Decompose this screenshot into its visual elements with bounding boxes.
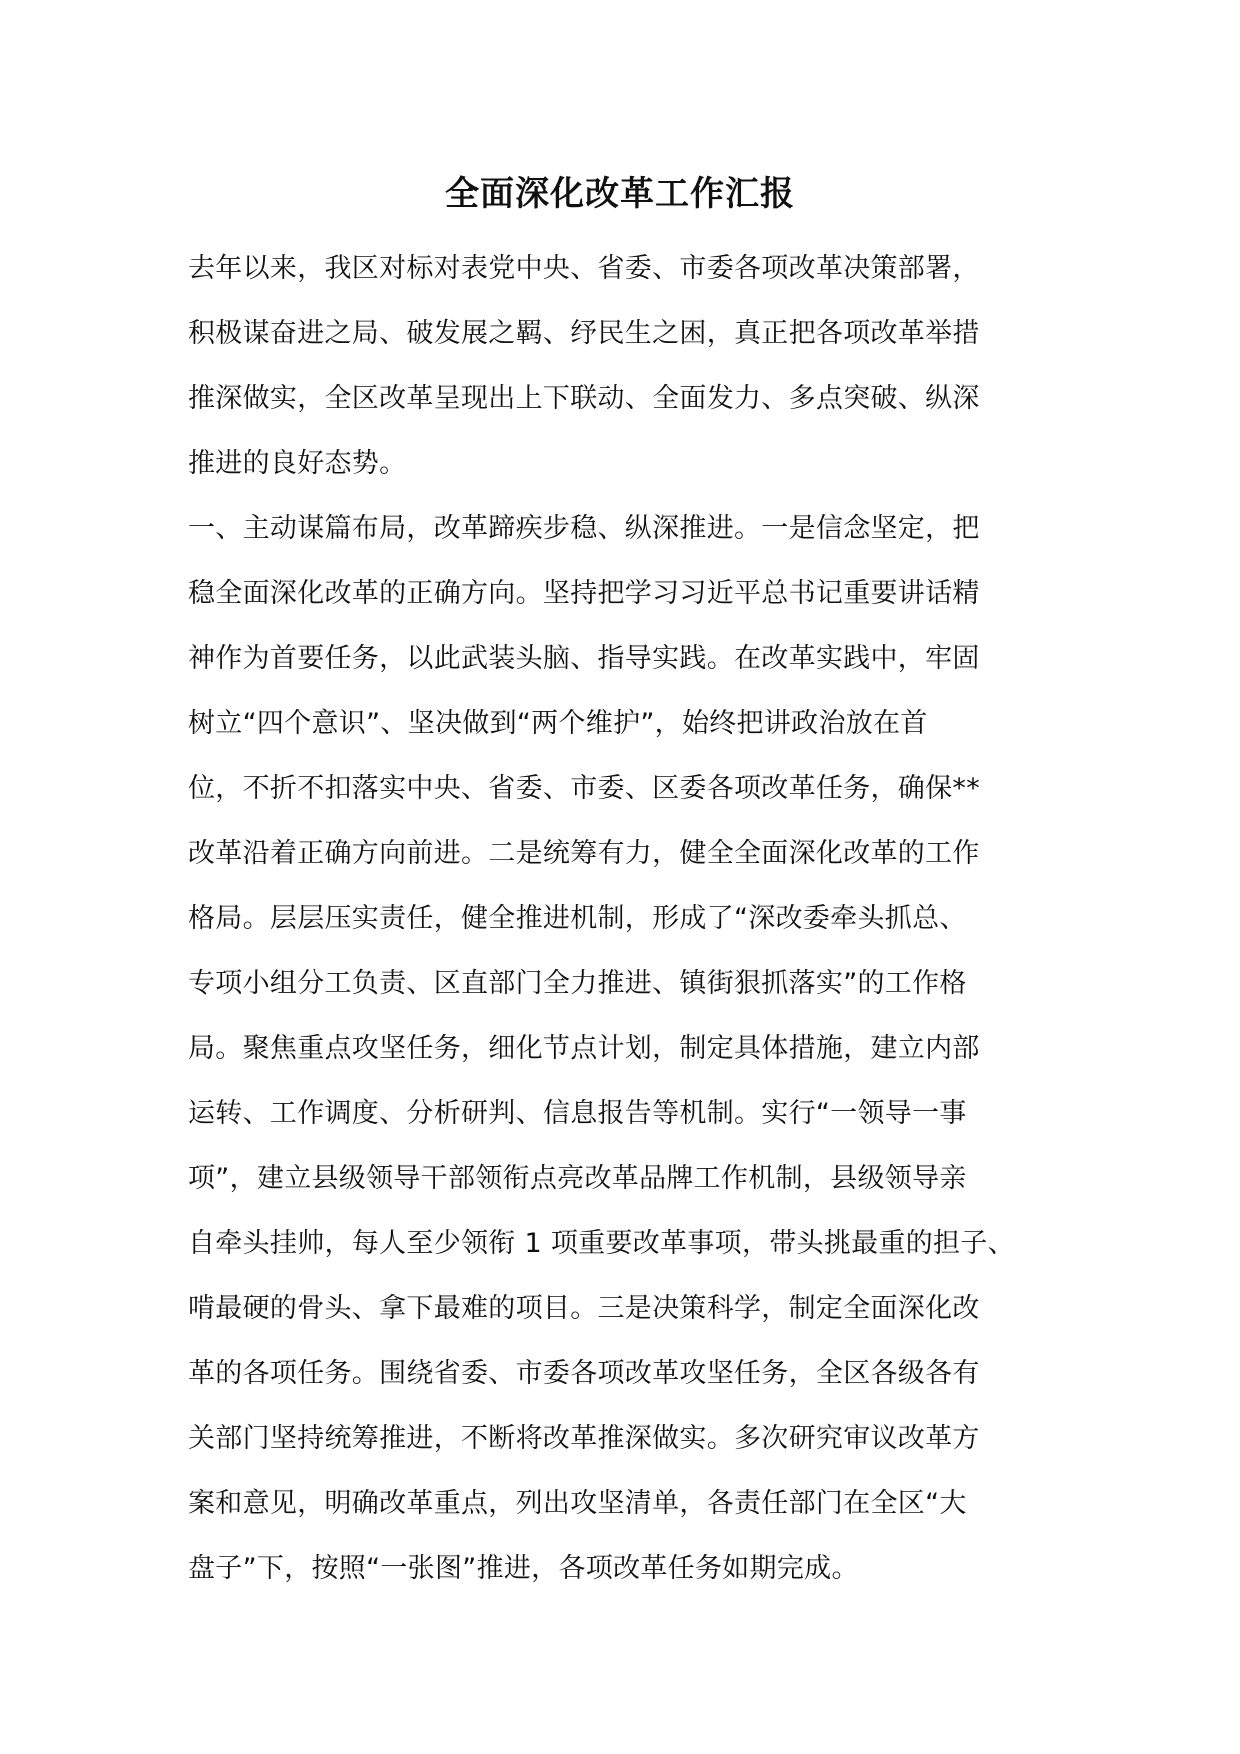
text-line: 格局。层层压实责任，健全推进机制，形成了“深改委牵头抓总、 <box>188 903 967 934</box>
text-line: 运转、工作调度、分析研判、信息报告等机制。实行“一领导一事 <box>188 1098 967 1129</box>
text-line: 局。聚焦重点攻坚任务，细化节点计划，制定具体措施，建立内部 <box>188 1033 980 1064</box>
paragraph-section-one <box>188 496 1088 1601</box>
text-line: 改革沿着正确方向前进。二是统筹有力，健全全面深化改革的工作 <box>188 838 980 869</box>
text-line: 盘子”下，按照“一张图”推进，各项改革任务如期完成。 <box>188 1553 859 1584</box>
text-line: 去年以来，我区对标对表党中央、省委、市委各项改革决策部署， <box>188 253 980 284</box>
document-body <box>188 236 1088 1601</box>
text-line: 项”，建立县级领导干部领衔点亮改革品牌工作机制，县级领导亲 <box>188 1163 967 1194</box>
text-line: 推进的良好态势。 <box>188 448 407 479</box>
text-line: 稳全面深化改革的正确方向。坚持把学习习近平总书记重要讲话精 <box>188 578 980 609</box>
text-line: 案和意见，明确改革重点，列出攻坚清单，各责任部门在全区“大 <box>188 1488 967 1519</box>
text-line: 树立“四个意识”、坚决做到“两个维护”，始终把讲政治放在首 <box>188 708 928 739</box>
text-line: 关部门坚持统筹推进，不断将改革推深做实。多次研究审议改革方 <box>188 1423 980 1454</box>
text-line: 推深做实，全区改革呈现出上下联动、全面发力、多点突破、纵深 <box>188 383 980 414</box>
document-title: 全面深化改革工作汇报 <box>445 174 795 214</box>
text-line: 一、主动谋篇布局，改革蹄疾步稳、纵深推进。一是信念坚定，把 <box>188 513 980 544</box>
text-line: 自牵头挂帅，每人至少领衔 1 项重要改革事项，带头挑最重的担子、 <box>188 1228 1015 1259</box>
paragraph-intro <box>188 236 1088 496</box>
text-line: 啃最硬的骨头、拿下最难的项目。三是决策科学，制定全面深化改 <box>188 1293 980 1324</box>
text-line: 神作为首要任务，以此武装头脑、指导实践。在改革实践中，牢固 <box>188 643 980 674</box>
text-line: 革的各项任务。围绕省委、市委各项改革攻坚任务，全区各级各有 <box>188 1358 980 1389</box>
text-line: 积极谋奋进之局、破发展之羁、纾民生之困，真正把各项改革举措 <box>188 318 980 349</box>
text-line: 位，不折不扣落实中央、省委、市委、区委各项改革任务，确保** <box>188 773 980 804</box>
text-line: 专项小组分工负责、区直部门全力推进、镇街狠抓落实”的工作格 <box>188 968 967 999</box>
